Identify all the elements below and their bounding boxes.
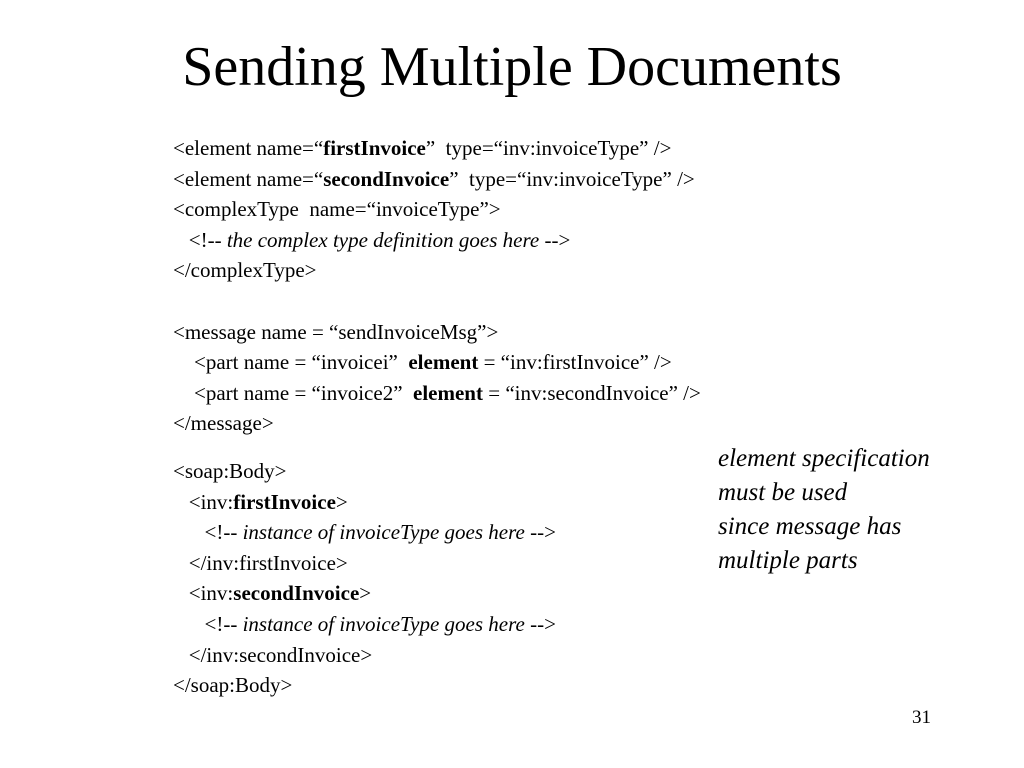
code-segment: --> <box>539 227 571 252</box>
code-segment: = “inv:firstInvoice” /> <box>478 350 672 375</box>
soap-code-line <box>173 670 556 701</box>
code-segment: <complexType name=“invoiceType”> <box>173 197 501 222</box>
soap-code-line <box>173 609 556 640</box>
code-segment: > <box>359 581 372 606</box>
soap-code-line <box>173 548 556 579</box>
soap-code-line <box>173 517 556 548</box>
code-segment: </inv:firstInvoice> <box>188 550 348 575</box>
schema-code-line <box>173 225 701 256</box>
code-segment: ” type=“inv:invoiceType” /> <box>449 166 695 191</box>
slide-title: Sending Multiple Documents <box>182 36 842 98</box>
side-note-line: multiple parts <box>718 547 858 574</box>
code-segment: <inv: <box>188 581 234 606</box>
schema-code-block <box>173 133 701 439</box>
code-segment: the complex type definition goes here <box>226 227 540 252</box>
code-segment: <element name=“ <box>173 166 324 191</box>
code-segment: <!-- <box>204 611 243 636</box>
schema-code-line <box>173 133 701 164</box>
schema-code-line <box>173 286 701 317</box>
code-segment: </inv:secondInvoice> <box>188 642 373 667</box>
code-segment: secondInvoice <box>323 166 450 191</box>
page-number: 31 <box>912 707 931 728</box>
side-note <box>718 442 930 578</box>
code-segment: <part name = “invoicei” <box>194 350 409 375</box>
code-segment: > <box>335 489 348 514</box>
code-segment: </complexType> <box>173 258 317 283</box>
code-segment: <part name = “invoice2” <box>194 380 414 405</box>
side-note-line: must be used <box>718 479 848 506</box>
schema-code-line <box>173 378 701 409</box>
code-segment: instance of invoiceType goes here <box>242 520 525 545</box>
schema-code-line <box>173 194 701 225</box>
code-segment: firstInvoice <box>323 136 426 160</box>
soap-code-line <box>173 487 556 518</box>
schema-code-line <box>173 164 701 195</box>
code-segment: --> <box>524 611 556 636</box>
code-segment: <!-- <box>204 520 243 545</box>
code-segment: secondInvoice <box>233 581 360 606</box>
schema-code-line <box>173 408 701 439</box>
code-segment: </message> <box>173 411 274 436</box>
soap-body-code-block <box>173 456 556 701</box>
code-segment: ” type=“inv:invoiceType” /> <box>425 136 672 160</box>
side-note-line: element specification <box>718 445 930 472</box>
code-segment: element <box>408 350 479 375</box>
side-note-line: since message has <box>718 513 902 540</box>
code-segment: element <box>413 380 483 405</box>
schema-code-line <box>173 255 701 286</box>
code-segment: --> <box>524 520 556 545</box>
soap-code-line <box>173 640 556 671</box>
schema-code-line <box>173 317 701 348</box>
code-segment: firstInvoice <box>233 489 336 514</box>
code-segment: = “inv:secondInvoice” /> <box>482 380 701 405</box>
code-segment: <element name=“ <box>173 136 324 160</box>
code-segment: <message name = “sendInvoiceMsg”> <box>173 319 499 344</box>
code-segment: <soap:Body> <box>173 459 287 483</box>
code-segment: instance of invoiceType goes here <box>242 611 525 636</box>
soap-code-line <box>173 578 556 609</box>
code-segment: </soap:Body> <box>173 673 293 698</box>
schema-code-line <box>173 347 701 378</box>
code-segment: <!-- <box>188 227 227 252</box>
code-segment: <inv: <box>188 489 234 514</box>
soap-code-line <box>173 456 556 487</box>
